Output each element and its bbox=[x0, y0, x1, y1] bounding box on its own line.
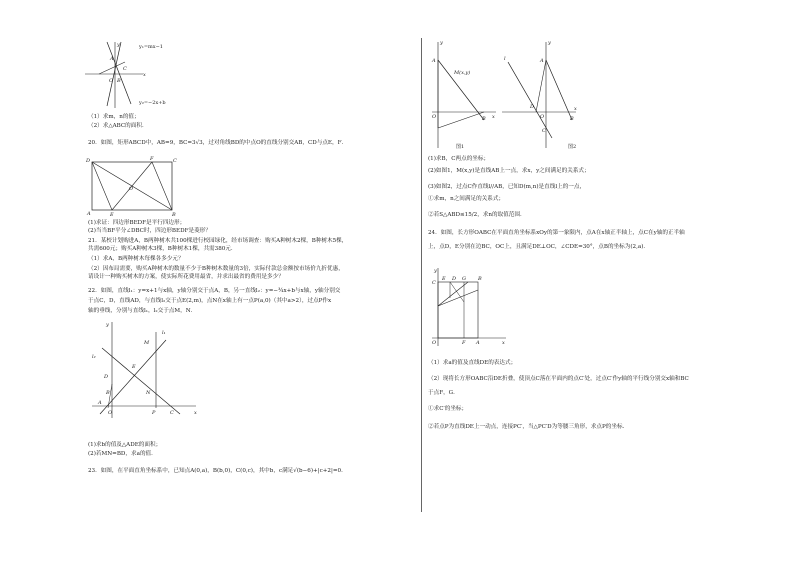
fig3-axis-y: y bbox=[434, 268, 437, 274]
fig1-origin: O bbox=[432, 114, 437, 120]
fig3-point-b: B bbox=[478, 276, 482, 282]
fig2-point-d: D bbox=[530, 104, 535, 110]
p23-question-2: (2)如图1，M(x,y)是直线AB上一点，求x，y之间满足的关系式； bbox=[428, 168, 590, 174]
fig2-point-b: B bbox=[570, 116, 574, 122]
fig2-line-l: l bbox=[504, 56, 506, 62]
figure-1-line-ab bbox=[428, 38, 500, 150]
p20-question-2: (2)当当BF平分∠DBC时，四边形BEDF是菱形？ bbox=[88, 228, 211, 234]
p23-question-3: (3)如图2，过点C作直线l//AB，已知D(m,n)是直线l上的一点， bbox=[428, 184, 586, 190]
rect-point-a: A bbox=[87, 211, 91, 217]
figure-lines-intersect bbox=[85, 38, 165, 110]
p24-question-2-1: ①求C′的坐标； bbox=[428, 406, 468, 412]
fig1-caption: 图1 bbox=[456, 144, 465, 150]
point-a-label: A bbox=[110, 56, 114, 62]
fig22-point-a: A bbox=[98, 400, 102, 406]
fig3-axis-x: x bbox=[502, 340, 505, 346]
axis-x-label: x bbox=[143, 72, 146, 78]
fig22-point-c: C bbox=[170, 410, 174, 416]
fig1-point-b: B bbox=[482, 116, 486, 122]
p22-question-2: (2)若MN=BD，求a的值． bbox=[88, 451, 157, 457]
figure-2-parallel-lines bbox=[498, 38, 578, 150]
p24-question-2-2: ②若点P为直线DE上一动点，连接PC′，当△PC′D为等腰三角形，求点P的坐标． bbox=[428, 424, 629, 430]
figure-3-rectangle-fold bbox=[428, 264, 508, 348]
fig2-axis-y: y bbox=[548, 40, 551, 46]
fig1-axis-y: y bbox=[440, 40, 443, 46]
column-divider bbox=[421, 38, 422, 512]
p24-stem-line2: 上，点D，E分别在边BC，OC上，且满足DE⊥OC，∠CDE=30°，点B的坐标为(2,a)． bbox=[428, 244, 649, 250]
fig22-point-n: N bbox=[146, 390, 151, 396]
p23-question-3-2: ②若S△ABD≤15/2，求n的取值范围． bbox=[428, 212, 526, 218]
fig2-caption: 图2 bbox=[568, 144, 577, 150]
fig1-point-a: A bbox=[432, 58, 436, 64]
p21-stem-line2: 共需600元；购买A种树木3棵，B种树木1棵，共需380元． bbox=[88, 246, 237, 252]
fig1-axis-x: x bbox=[492, 114, 495, 120]
fig22-axis-y: y bbox=[106, 322, 109, 328]
p24-question-1: （1）求a的值及直线DE的表达式； bbox=[428, 360, 517, 366]
p20-stem: 20．如图，矩形ABCD中，AB=9，BC=3√3，过对角线BD的中点O的直线分别交AB，CD与点E，F． bbox=[88, 140, 348, 146]
figure-two-lines-axes bbox=[88, 318, 200, 420]
fig3-origin: O bbox=[432, 340, 437, 346]
fig22-line-l1: l₁ bbox=[162, 330, 166, 336]
fig2-axis-x: x bbox=[574, 106, 577, 112]
p23-question-3-1: ①求m，n之间满足的关系式； bbox=[428, 196, 505, 202]
rect-point-o: O bbox=[129, 186, 134, 192]
fig1-point-m: M(x,y) bbox=[454, 70, 471, 76]
fig3-point-e: E bbox=[442, 276, 446, 282]
p21-question-2b: 请设计一种购买树木的方案，使实际所花费用最省，并求出最省的费用是多少？ bbox=[88, 274, 284, 280]
fig3-point-c: C bbox=[432, 280, 436, 286]
point-c-label: C bbox=[123, 66, 127, 72]
origin-label: O bbox=[109, 78, 114, 84]
rect-point-b: B bbox=[172, 212, 176, 218]
p22-stem-line2: 于点C，D，直线AD，与直线l₂交于点E(2,m)，点N在x轴上有一点P(a,0)（其中a>2），过点P作x bbox=[88, 298, 332, 304]
p23-stem: 23．如图，在平面直角坐标系中，已知点A(0,a)，B(b,0)，C(0,c)，其中b，c满足√(b−6)+|c+2|=0． bbox=[88, 468, 347, 474]
p23-question-1: (1)求B，C两点的坐标； bbox=[428, 156, 490, 162]
p24-question-2b: 于点F，G． bbox=[428, 390, 459, 396]
fig2-point-a: A bbox=[540, 58, 544, 64]
p24-question-2a: （2）现将长方形OABC沿DE折叠，使顶点C落在平面内的点C′处，过点C′作y轴的平行线分别交x轴和BC bbox=[428, 376, 689, 382]
fig2-point-c: C bbox=[542, 128, 546, 134]
figure-rectangle-abcd bbox=[86, 154, 176, 216]
rect-point-d: D bbox=[86, 158, 91, 164]
rect-point-c: C bbox=[173, 158, 177, 164]
fig22-point-p: P bbox=[152, 410, 156, 416]
fig3-point-a: A bbox=[476, 340, 480, 346]
p19-question-2: （2）求△ABC的面积． bbox=[88, 123, 148, 129]
p19-question-1: （1）求m，n的值； bbox=[88, 114, 140, 120]
fig22-point-m: M bbox=[144, 340, 150, 346]
p22-question-1: (1)求b的值及△ADE的面积； bbox=[88, 442, 162, 448]
fig22-point-e: E bbox=[132, 364, 136, 370]
p21-question-1: （1）求A，B两种树木每棵各多少元？ bbox=[88, 256, 184, 262]
p21-question-2a: （2）因布局需要，购买A种树木的数量不少于B种树木数量的3倍，实际付款总金额按市场价九折优惠， bbox=[88, 266, 344, 272]
fig22-origin: O bbox=[108, 410, 113, 416]
p24-stem-line1: 24．如图，长方形OABC在平面直角坐标系xOy的第一象限内，点A在x轴正半轴上，点C在y轴的正半轴 bbox=[428, 230, 685, 236]
fig3-point-f: F bbox=[462, 340, 466, 346]
p22-stem-line1: 22．如图，直线l₁：y=x+1与x轴，y轴分别交于点A，B，另一直线l₂：y=−¾x+b与x轴，y轴分别交 bbox=[88, 288, 341, 294]
fig3-point-g: G bbox=[462, 276, 466, 282]
fig22-line-l2: l₂ bbox=[92, 354, 96, 360]
fig3-point-d: D bbox=[452, 276, 457, 282]
line2-label: y₂=−2x+b bbox=[139, 100, 166, 106]
fig2-origin: O bbox=[540, 114, 545, 120]
p21-stem-line1: 21．某校计划购进A，B两种树木共100棵进行校园绿化，经市场调查：购买A种树木2棵，B种树木5棵， bbox=[88, 238, 348, 244]
rect-point-e: E bbox=[110, 212, 114, 218]
fig22-point-b: B bbox=[106, 390, 110, 396]
fig22-axis-x: x bbox=[194, 410, 197, 416]
line1-label: y₁=mx−1 bbox=[139, 44, 163, 50]
p20-question-1: (1)求证：四边形BEDF是平行四边形； bbox=[88, 220, 186, 226]
rect-point-f: F bbox=[150, 156, 154, 162]
fig22-point-d: D bbox=[104, 374, 109, 380]
p22-stem-line3: 轴的垂线，分别与直线l₁，l₂交于点M，N． bbox=[88, 308, 197, 314]
axis-y-label: y bbox=[117, 42, 120, 48]
point-b-label: B bbox=[117, 78, 121, 84]
